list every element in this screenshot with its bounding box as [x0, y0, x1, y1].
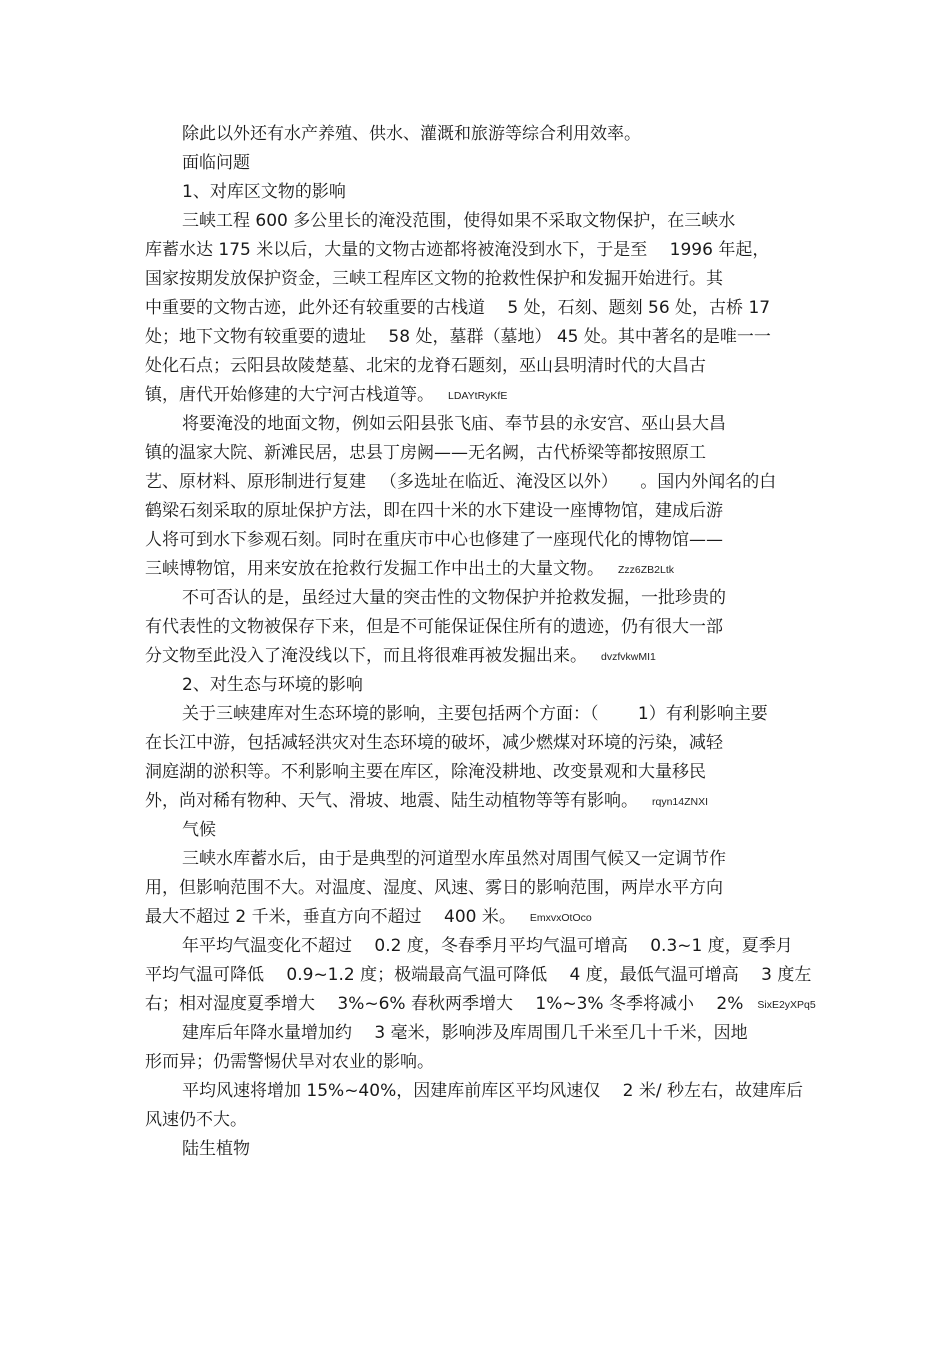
text-line: 形而异；仍需警惕伏旱对农业的影响。 — [145, 1052, 434, 1072]
subsection-heading: 1、对库区文物的影响 — [182, 182, 346, 202]
watermark-code: LDAYtRyKfE — [448, 390, 508, 402]
section-heading: 陆生植物 — [182, 1139, 250, 1159]
watermark-code: rqyn14ZNXI — [652, 796, 709, 808]
text-line: 右；相对湿度夏季增大 3%~6% 春秋两季增大 1%~3% 冬季将减小 2% SixE2yXPq5 — [145, 994, 816, 1014]
text-line: 镇，唐代开始修建的大宁河古栈道等。 LDAYtRyKfE — [145, 385, 508, 405]
text-line: 年平均气温变化不超过 0.2 度，冬春季月平均气温可增高 0.3~1 度，夏季月 — [182, 936, 793, 956]
text-line: 人将可到水下参观石刻。同时在重庆市中心也修建了一座现代化的博物馆—— — [145, 530, 723, 550]
subsection-heading: 2、对生态与环境的影响 — [182, 675, 363, 695]
text-line: 鹤梁石刻采取的原址保护方法，即在四十米的水下建设一座博物馆，建成后游 — [145, 501, 723, 521]
text-line: 三峡水库蓄水后，由于是典型的河道型水库虽然对周围气候又一定调节作 — [182, 849, 726, 869]
text-line: 不可否认的是，虽经过大量的突击性的文物保护并抢救发掘，一批珍贵的 — [182, 588, 726, 608]
watermark-code: SixE2yXPq5 — [757, 999, 816, 1011]
text-line: 风速仍不大。 — [145, 1110, 247, 1130]
text-line: 将要淹没的地面文物，例如云阳县张飞庙、奉节县的永安宫、巫山县大昌 — [182, 414, 726, 434]
text-line: 艺、原材料、原形制进行复建 （多选址在临近、淹没区以外） 。国内外闻名的白 — [145, 472, 777, 492]
text-line: 最大不超过 2 千米，垂直方向不超过 400 米。 EmxvxOtOco — [145, 907, 592, 927]
text-line: 处化石点；云阳县故陵楚墓、北宋的龙脊石题刻，巫山县明清时代的大昌古 — [145, 356, 706, 376]
text-line: 建库后年降水量增加约 3 毫米，影响涉及库周围几千米至几十千米，因地 — [182, 1023, 748, 1043]
text-line: 外，尚对稀有物种、天气、滑坡、地震、陆生动植物等等有影响。 rqyn14ZNXI — [145, 791, 709, 811]
text-line: 镇的温家大院、新滩民居，忠县丁房阙——无名阙，古代桥梁等都按照原工 — [145, 443, 706, 463]
text-line: 中重要的文物古迹，此外还有较重要的古栈道 5 处，石刻、题刻 56 处，古桥 17 — [145, 298, 771, 318]
text-line: 处；地下文物有较重要的遗址 58 处，墓群（墓地） 45 处。其中著名的是唯一一 — [145, 327, 771, 347]
watermark-code: dvzfvkwMI1 — [601, 651, 656, 663]
watermark-code: EmxvxOtOco — [529, 912, 592, 924]
section-heading: 面临问题 — [182, 153, 250, 173]
text-line: 三峡工程 600 多公里长的淹没范围，使得如果不采取文物保护，在三峡水 — [182, 211, 736, 231]
text-line: 洞庭湖的淤积等。不利影响主要在库区，除淹没耕地、改变景观和大量移民 — [145, 762, 706, 782]
text-line: 库蓄水达 175 米以后，大量的文物古迹都将被淹没到水下，于是至 1996 年起， — [145, 240, 770, 260]
text-line: 国家按期发放保护资金，三峡工程库区文物的抢救性保护和发掘开始进行。其 — [145, 269, 723, 289]
text-line: 平均风速将增加 15%~40%，因建库前库区平均风速仅 2 米/ 秒左右，故建库后 — [182, 1081, 803, 1101]
watermark-code: Zzz6ZB2Ltk — [618, 564, 675, 576]
text-line: 分文物至此没入了淹没线以下，而且将很难再被发掘出来。 dvzfvkwMI1 — [145, 646, 656, 666]
text-line: 除此以外还有水产养殖、供水、灌溉和旅游等综合利用效率。 — [182, 124, 641, 144]
text-line: 在长江中游，包括减轻洪灾对生态环境的破坏，减少燃煤对环境的污染，减轻 — [145, 733, 723, 753]
text-line: 用，但影响范围不大。对温度、湿度、风速、雾日的影响范围，两岸水平方向 — [145, 878, 723, 898]
text-line: 三峡博物馆，用来安放在抢救行发掘工作中出土的大量文物。 Zzz6ZB2Ltk — [145, 559, 675, 579]
section-heading: 气候 — [182, 820, 216, 840]
text-line: 平均气温可降低 0.9~1.2 度；极端最高气温可降低 4 度，最低气温可增高 3 度左 — [145, 965, 812, 985]
text-line: 有代表性的文物被保存下来，但是不可能保证保住所有的遗迹，仍有很大一部 — [145, 617, 723, 637]
text-line: 关于三峡建库对生态环境的影响，主要包括两个方面：（ 1）有利影响主要 — [182, 704, 768, 724]
